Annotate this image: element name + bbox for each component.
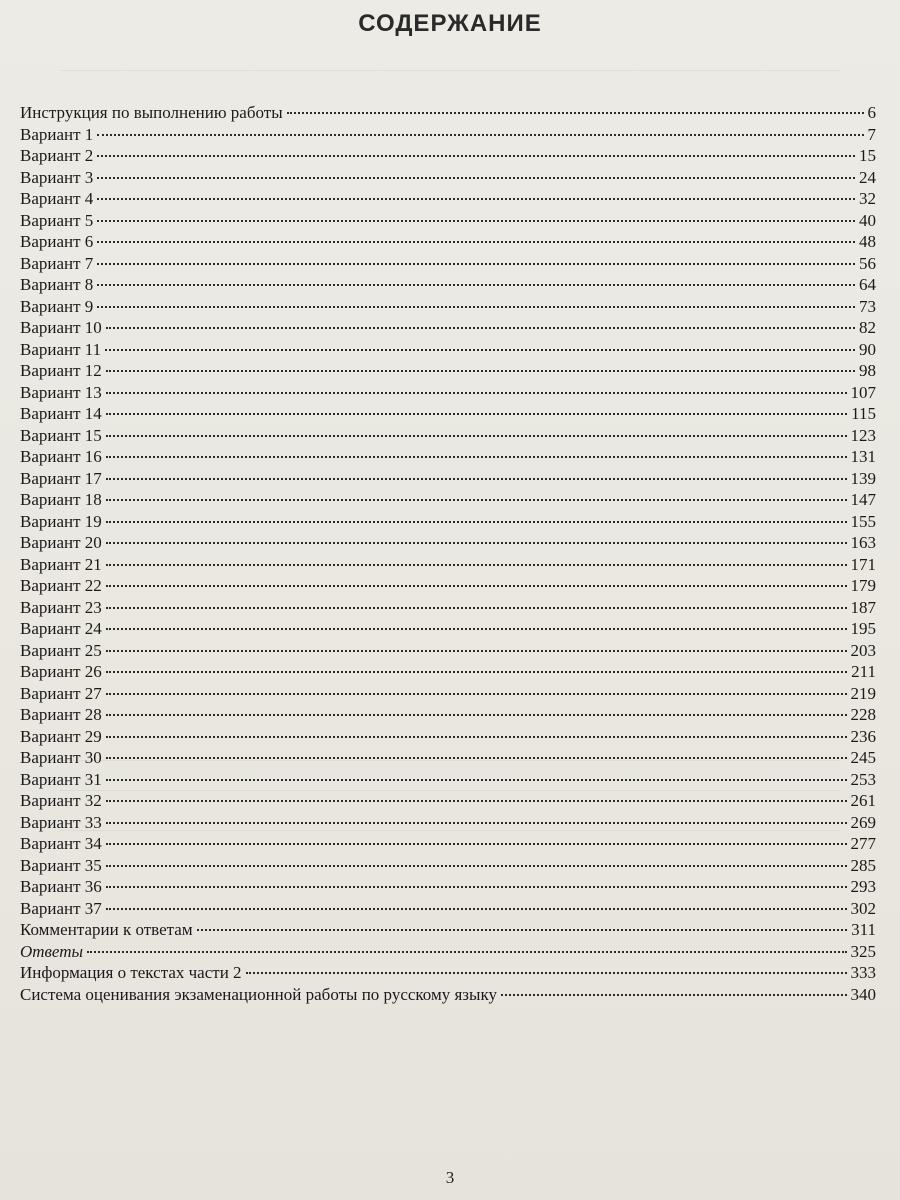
toc-entry-label: Система оценивания экзаменационной работы по русскому языку	[20, 984, 497, 1004]
toc-entry	[20, 231, 876, 253]
toc-entry-page: 163	[850, 533, 876, 552]
toc-entry-page: 73	[859, 296, 876, 316]
table-of-contents	[20, 102, 876, 1005]
toc-dot-leader	[106, 628, 847, 630]
toc-entry-label: Комментарии к ответам	[20, 920, 193, 939]
toc-entry-label: Вариант 3	[20, 167, 94, 187]
toc-entry-page: 48	[859, 232, 876, 251]
toc-dot-leader	[106, 499, 847, 501]
toc-entry-page: 64	[859, 275, 876, 294]
toc-entry-page: 333	[850, 963, 876, 982]
toc-entry	[20, 425, 876, 447]
toc-dot-leader	[106, 392, 847, 394]
toc-dot-leader	[106, 886, 847, 888]
toc-dot-leader	[106, 478, 847, 480]
toc-entry-label: Вариант 20	[20, 533, 102, 552]
toc-entry-page: 253	[850, 769, 876, 789]
toc-entry-label: Вариант 1	[20, 124, 94, 144]
toc-entry-label: Вариант 28	[20, 705, 102, 724]
toc-entry	[20, 640, 876, 662]
toc-dot-leader	[197, 929, 848, 931]
toc-entry-label: Вариант 15	[20, 425, 102, 445]
toc-entry-page: 245	[850, 748, 876, 767]
toc-entry-label: Вариант 21	[20, 554, 102, 574]
toc-dot-leader	[106, 671, 847, 673]
toc-dot-leader	[106, 564, 847, 566]
toc-entry-page: 311	[851, 920, 876, 939]
toc-entry-label: Вариант 30	[20, 748, 102, 767]
toc-entry-page: 179	[850, 576, 876, 595]
toc-dot-leader	[106, 370, 855, 372]
toc-entry	[20, 532, 876, 554]
toc-entry-label: Вариант 2	[20, 146, 94, 165]
toc-entry	[20, 102, 876, 124]
toc-entry	[20, 661, 876, 683]
toc-entry	[20, 618, 876, 640]
toc-entry	[20, 145, 876, 167]
toc-entry-page: 340	[850, 984, 876, 1004]
toc-entry-page: 7	[867, 124, 876, 144]
toc-entry	[20, 511, 876, 533]
toc-entry-label: Вариант 23	[20, 597, 102, 617]
toc-entry	[20, 790, 876, 812]
toc-entry	[20, 962, 876, 984]
toc-entry-page: 115	[851, 404, 876, 423]
toc-entry-page: 98	[859, 361, 876, 380]
toc-entry	[20, 575, 876, 597]
toc-dot-leader	[106, 757, 847, 759]
toc-dot-leader	[97, 284, 855, 286]
toc-entry	[20, 210, 876, 232]
toc-entry-page: 32	[859, 189, 876, 208]
toc-entry-label: Вариант 24	[20, 619, 102, 638]
toc-entry	[20, 704, 876, 726]
toc-entry-label: Вариант 25	[20, 640, 102, 660]
toc-entry-label: Вариант 5	[20, 210, 94, 230]
toc-entry-page: 123	[850, 425, 876, 445]
toc-entry-label: Вариант 26	[20, 662, 102, 681]
toc-dot-leader	[106, 585, 847, 587]
page-number: 3	[445, 1168, 455, 1187]
toc-entry-label: Вариант 36	[20, 877, 102, 896]
toc-dot-leader	[106, 822, 847, 824]
toc-entry-label: Вариант 33	[20, 812, 102, 832]
toc-dot-leader	[106, 865, 847, 867]
toc-dot-leader	[106, 521, 847, 523]
toc-entry-label: Вариант 32	[20, 791, 102, 810]
toc-dot-leader	[97, 263, 855, 265]
page-title: СОДЕРЖАНИЕ	[358, 10, 542, 37]
toc-entry-page: 228	[850, 705, 876, 724]
show-through-line	[60, 70, 840, 71]
toc-entry	[20, 855, 876, 877]
toc-dot-leader	[105, 349, 855, 351]
toc-dot-leader	[106, 800, 847, 802]
toc-entry	[20, 747, 876, 769]
toc-dot-leader	[106, 736, 847, 738]
toc-entry-label: Инструкция по выполнению работы	[20, 103, 283, 122]
toc-entry-label: Вариант 11	[20, 339, 102, 359]
toc-entry-label: Вариант 29	[20, 726, 102, 746]
toc-dot-leader	[106, 456, 847, 458]
toc-entry	[20, 898, 876, 920]
toc-entry-page: 203	[850, 640, 876, 660]
toc-dot-leader	[97, 155, 855, 157]
toc-dot-leader	[97, 306, 855, 308]
toc-entry-page: 56	[859, 253, 876, 273]
toc-dot-leader	[106, 542, 847, 544]
toc-entry	[20, 167, 876, 189]
toc-entry-page: 40	[859, 210, 876, 230]
toc-entry-label: Ответы	[20, 941, 84, 961]
toc-entry-page: 219	[850, 683, 876, 703]
toc-dot-leader	[106, 714, 847, 716]
toc-entry-label: Вариант 9	[20, 296, 94, 316]
toc-entry	[20, 984, 876, 1006]
toc-entry-page: 82	[859, 318, 876, 337]
toc-dot-leader	[97, 220, 855, 222]
toc-entry-label: Вариант 18	[20, 490, 102, 509]
toc-dot-leader	[106, 607, 847, 609]
toc-entry-page: 171	[850, 554, 876, 574]
toc-entry-page: 325	[850, 941, 876, 961]
toc-entry	[20, 489, 876, 511]
toc-entry-label: Вариант 17	[20, 468, 102, 488]
toc-entry-page: 147	[850, 490, 876, 509]
toc-entry	[20, 296, 876, 318]
toc-dot-leader	[501, 994, 847, 996]
toc-entry	[20, 446, 876, 468]
toc-entry	[20, 339, 876, 361]
toc-dot-leader	[106, 843, 847, 845]
toc-entry-label: Вариант 14	[20, 404, 102, 423]
toc-entry	[20, 403, 876, 425]
toc-entry-page: 6	[867, 103, 876, 122]
toc-dot-leader	[106, 327, 855, 329]
toc-entry-page: 277	[850, 834, 876, 853]
toc-entry-label: Вариант 19	[20, 511, 102, 531]
toc-entry-page: 293	[850, 877, 876, 896]
toc-entry	[20, 833, 876, 855]
toc-dot-leader	[106, 650, 847, 652]
toc-dot-leader	[97, 198, 855, 200]
toc-entry-page: 131	[850, 447, 876, 466]
toc-entry-page: 261	[850, 791, 876, 810]
toc-entry-label: Вариант 7	[20, 253, 94, 273]
toc-entry-label: Вариант 27	[20, 683, 102, 703]
toc-entry	[20, 468, 876, 490]
toc-entry	[20, 941, 876, 963]
toc-entry-page: 15	[859, 146, 876, 165]
toc-entry-page: 236	[850, 726, 876, 746]
toc-entry	[20, 382, 876, 404]
toc-dot-leader	[106, 435, 847, 437]
toc-dot-leader	[106, 693, 847, 695]
toc-entry	[20, 317, 876, 339]
toc-entry-label: Вариант 12	[20, 361, 102, 380]
toc-entry-label: Вариант 8	[20, 275, 94, 294]
toc-entry	[20, 919, 876, 941]
toc-entry-page: 24	[859, 167, 876, 187]
toc-dot-leader	[97, 241, 855, 243]
toc-entry	[20, 726, 876, 748]
toc-entry	[20, 188, 876, 210]
toc-entry-page: 90	[859, 339, 876, 359]
toc-entry-label: Вариант 16	[20, 447, 102, 466]
toc-entry	[20, 274, 876, 296]
toc-entry-page: 107	[850, 382, 876, 402]
toc-entry-page: 139	[850, 468, 876, 488]
toc-entry-label: Вариант 13	[20, 382, 102, 402]
toc-entry-page: 269	[850, 812, 876, 832]
toc-entry-label: Вариант 10	[20, 318, 102, 337]
toc-entry-label: Вариант 31	[20, 769, 102, 789]
toc-entry	[20, 124, 876, 146]
toc-entry	[20, 253, 876, 275]
toc-entry-page: 195	[850, 619, 876, 638]
toc-entry	[20, 769, 876, 791]
toc-entry-label: Вариант 34	[20, 834, 102, 853]
toc-dot-leader	[246, 972, 847, 974]
toc-entry-page: 155	[850, 511, 876, 531]
toc-dot-leader	[287, 112, 864, 114]
toc-entry-label: Вариант 35	[20, 855, 102, 875]
toc-entry-label: Вариант 22	[20, 576, 102, 595]
toc-entry-label: Информация о текстах части 2	[20, 963, 242, 982]
toc-entry	[20, 812, 876, 834]
toc-entry-label: Вариант 37	[20, 898, 102, 918]
toc-dot-leader	[106, 908, 847, 910]
toc-entry	[20, 360, 876, 382]
toc-entry	[20, 876, 876, 898]
toc-entry-label: Вариант 6	[20, 232, 94, 251]
toc-entry	[20, 683, 876, 705]
toc-dot-leader	[97, 177, 855, 179]
toc-entry-page: 187	[850, 597, 876, 617]
toc-entry-page: 211	[851, 662, 876, 681]
toc-dot-leader	[106, 779, 847, 781]
toc-entry	[20, 554, 876, 576]
toc-entry	[20, 597, 876, 619]
toc-entry-label: Вариант 4	[20, 189, 94, 208]
toc-entry-page: 285	[850, 855, 876, 875]
toc-dot-leader	[87, 951, 846, 953]
toc-dot-leader	[97, 134, 863, 136]
toc-dot-leader	[106, 413, 847, 415]
toc-entry-page: 302	[850, 898, 876, 918]
